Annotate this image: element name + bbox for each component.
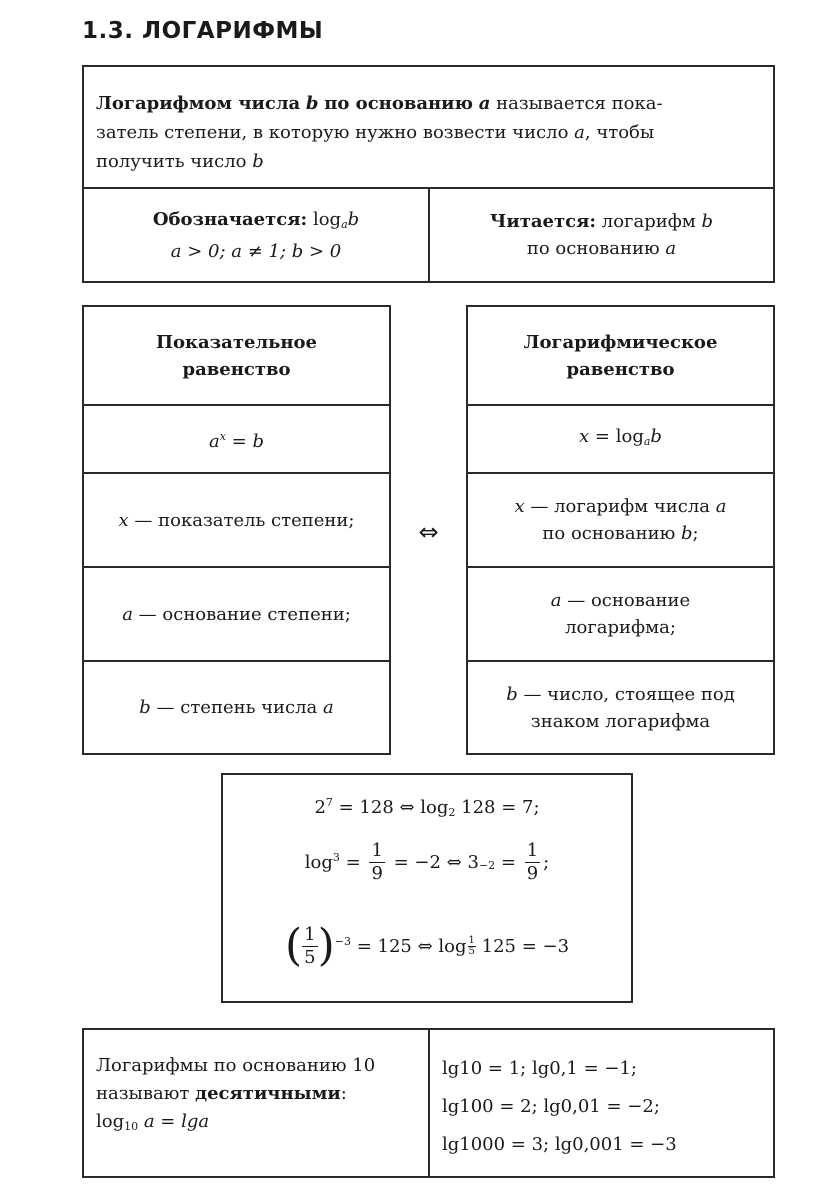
decimal-right xyxy=(442,1050,767,1164)
row-var: x xyxy=(514,496,525,517)
decimal-line2-pre: называют xyxy=(96,1083,196,1104)
logarithmic-table xyxy=(466,305,775,755)
logarithmic-header-line2: равенство xyxy=(566,358,675,380)
reading-a: a xyxy=(665,238,677,259)
decimal-left xyxy=(96,1052,421,1141)
formula-base: a xyxy=(208,431,220,452)
exponential-row-b xyxy=(84,662,389,753)
ex2-log: log xyxy=(304,851,333,873)
decimal-example-2: lg100 = 2; lg0,01 = −2; xyxy=(442,1096,660,1117)
row-var: a xyxy=(550,590,562,611)
decimal-term: десятичными xyxy=(195,1083,341,1104)
ex2-fraction xyxy=(369,840,384,885)
row-text: — логарифм числа xyxy=(524,496,716,517)
row-text: — основание xyxy=(561,590,691,611)
exponential-table xyxy=(82,305,391,755)
ex3-den: 5 xyxy=(304,946,316,968)
decimal-vdivider xyxy=(428,1030,430,1176)
reading-b: b xyxy=(701,211,714,232)
row-text: — число, стоящее под xyxy=(517,683,735,705)
definition-text xyxy=(96,89,761,176)
row-text-2: знаком логарифма xyxy=(530,710,711,732)
exponential-header-line2: равенство xyxy=(182,358,291,380)
ex3-mid: = 125 ⇔ log xyxy=(350,935,467,957)
definition-box xyxy=(82,65,775,283)
notation-cell xyxy=(84,189,428,281)
row-text-2: логарифма; xyxy=(565,617,676,638)
ex2-den2: 9 xyxy=(526,862,539,884)
ex1-end: 128 = 7; xyxy=(455,796,540,818)
exponential-row-x xyxy=(84,474,389,566)
ex2-fraction-2 xyxy=(525,840,540,885)
decimal-example-1: lg10 = 1; lg0,1 = −1; xyxy=(442,1058,637,1079)
right-paren: ) xyxy=(317,920,335,971)
formula-exp: x xyxy=(219,430,226,443)
notation-conditions: a > 0; a ≠ 1; b > 0 xyxy=(170,240,342,262)
ex3-end: 125 = −3 xyxy=(475,935,570,957)
row-text-2: по основанию xyxy=(542,523,681,544)
ex1-sub: 2 xyxy=(448,805,456,819)
ex2-num: 1 xyxy=(371,839,383,861)
decimal-log: log xyxy=(96,1111,125,1132)
notation-arg: b xyxy=(347,208,360,230)
ex2-eq: = xyxy=(339,851,367,873)
row-var: x xyxy=(118,509,129,531)
formula-eq: = log xyxy=(589,426,644,447)
row-var: b xyxy=(506,683,518,705)
decimal-line1: Логарифмы по основанию 10 xyxy=(96,1055,376,1076)
ex2-sub: 3 xyxy=(332,850,340,864)
definition-rest: называется пока- xyxy=(496,93,663,114)
logarithmic-row-b xyxy=(468,662,773,753)
formula-rest: = b xyxy=(225,431,264,452)
ex2-exp: −2 xyxy=(478,858,496,872)
row-text: — степень числа xyxy=(150,697,323,718)
reading-text2: по основанию xyxy=(526,238,660,259)
row-end-2: ; xyxy=(692,523,699,544)
ex2-eq2: = xyxy=(495,851,522,873)
logarithmic-formula xyxy=(468,406,773,472)
logarithmic-row-a xyxy=(468,568,773,660)
ex3-sub-fraction xyxy=(468,936,476,957)
example-1 xyxy=(223,791,631,823)
decimal-box xyxy=(82,1028,775,1178)
ex2-mid: = −2 ⇔ 3 xyxy=(387,851,479,873)
reading-cell xyxy=(430,189,773,281)
row-end: a xyxy=(322,697,334,718)
formula-arg: b xyxy=(650,426,662,447)
ex1-base: 2 xyxy=(314,796,326,818)
notation-label: Обозначается: xyxy=(152,208,308,230)
decimal-rest: a = lga xyxy=(138,1111,210,1132)
definition-line3: получить число xyxy=(96,151,247,172)
formula-sub: a xyxy=(643,435,651,448)
exponential-formula xyxy=(84,406,389,472)
definition-line2-end: , чтобы xyxy=(584,122,655,143)
ex3-exp: −3 xyxy=(334,934,351,948)
reading-label: Читается: xyxy=(489,211,597,232)
row-text: — показатель степени; xyxy=(128,509,355,531)
row-end: a xyxy=(715,496,727,517)
row-var: b xyxy=(139,697,151,718)
example-3 xyxy=(223,911,631,981)
exponential-header xyxy=(84,307,389,404)
formula-x: x xyxy=(579,426,590,447)
definition-lead: Логарифмом числа xyxy=(96,93,301,114)
reading-text1: логарифм xyxy=(601,211,696,232)
notation-sub: a xyxy=(341,217,348,231)
ex2-den: 9 xyxy=(371,862,383,884)
definition-line2: затель степени, в которую нужно возвести число xyxy=(96,122,569,143)
definition-mid: по основанию xyxy=(324,93,473,114)
decimal-sub: 10 xyxy=(124,1120,139,1133)
ex2-num2: 1 xyxy=(526,839,539,861)
logarithmic-header xyxy=(468,307,773,404)
var-b-2: b xyxy=(252,151,264,172)
logarithmic-row-x xyxy=(468,474,773,566)
var-a-2: a xyxy=(574,122,585,143)
row-var: a xyxy=(122,603,133,625)
logarithmic-header-line1: Логарифмическое xyxy=(523,331,718,353)
ex3-num: 1 xyxy=(304,923,316,945)
exponential-row-a xyxy=(84,568,389,660)
ex3-fraction xyxy=(302,924,317,969)
ex3-sub-num: 1 xyxy=(468,934,475,946)
decimal-line2-end: : xyxy=(340,1083,347,1104)
examples-box xyxy=(221,773,633,1003)
ex3-sub-den: 5 xyxy=(468,945,475,957)
var-a: a xyxy=(478,93,491,114)
ex2-end: ; xyxy=(543,851,550,873)
exponential-header-line1: Показательное xyxy=(156,331,317,353)
ex1-mid: = 128 ⇔ log xyxy=(332,796,449,818)
ex1-exp: 7 xyxy=(325,795,333,809)
notation-log: log xyxy=(312,208,342,230)
row-var-2: b xyxy=(680,523,693,544)
var-b: b xyxy=(305,93,319,114)
example-2 xyxy=(223,833,631,891)
decimal-example-3: lg1000 = 3; lg0,001 = −3 xyxy=(442,1134,677,1155)
equivalence-symbol: ⇔ xyxy=(418,518,439,546)
left-paren: ( xyxy=(284,920,303,971)
row-text: — основание степени; xyxy=(132,603,351,625)
page-title: 1.3. ЛОГАРИФМЫ xyxy=(82,18,324,44)
